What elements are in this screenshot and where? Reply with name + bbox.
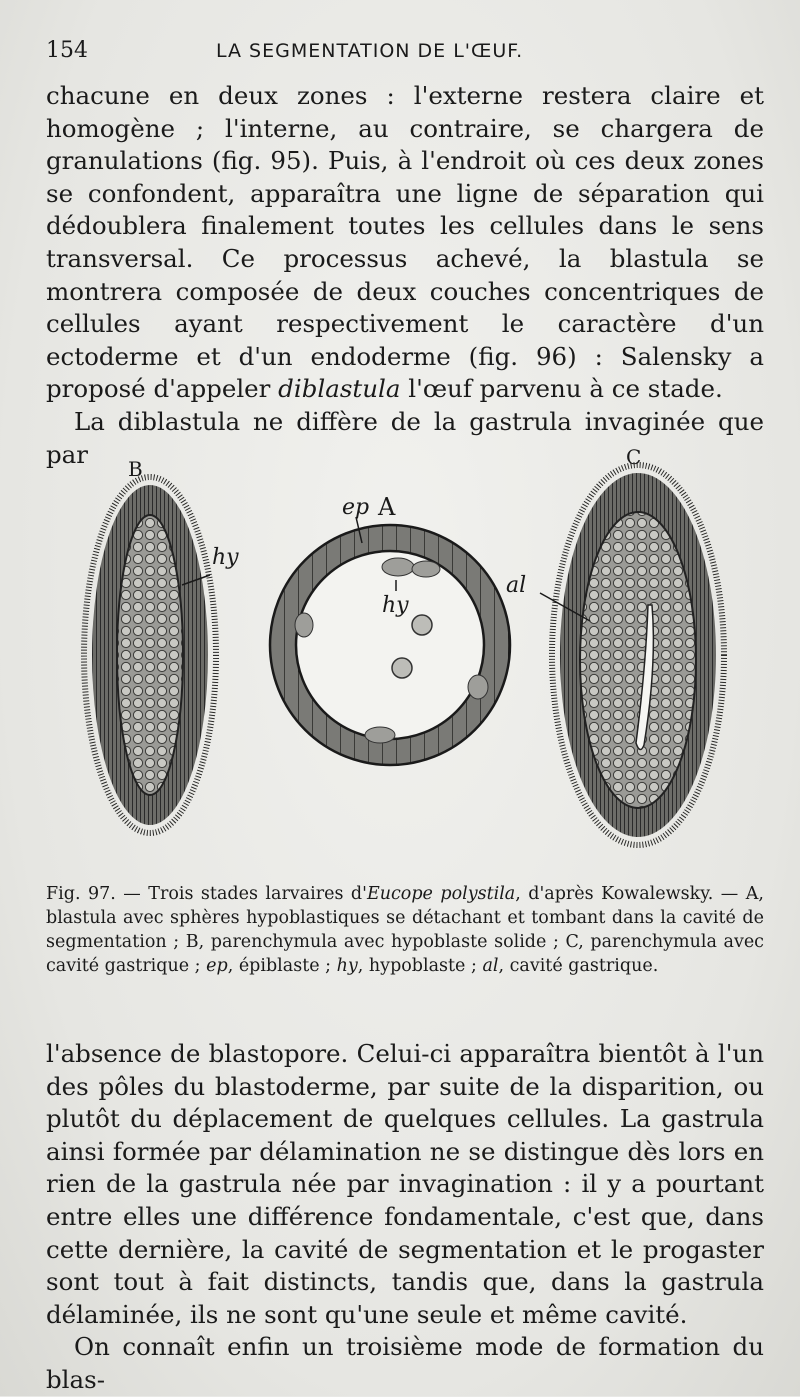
figure-97 bbox=[60, 445, 760, 875]
figure-label-a: A bbox=[378, 493, 396, 521]
caption-text: , épiblaste ; bbox=[227, 956, 337, 976]
page-number: 154 bbox=[46, 38, 88, 63]
stage-a-drawing bbox=[270, 525, 510, 765]
caption-abbrev-hy: hy bbox=[336, 956, 358, 976]
top-text-block bbox=[46, 80, 764, 471]
paragraph-text: l'œuf parvenu à ce stade. bbox=[400, 374, 723, 404]
larval-stages-illustration bbox=[60, 445, 760, 875]
figure-label-b: B bbox=[128, 457, 143, 481]
caption-species: Eucope polystila bbox=[366, 884, 516, 904]
figure-label-c: C bbox=[626, 445, 642, 469]
caption-text: , d'après Kowalewsky. — A, blastula avec sphères hypoblastiques se détachant et tombant dans la cavité de segmentation ; B, parenchymula avec hypoblaste solide ; C, parenchymula avec cavité gastrique ; bbox=[46, 884, 764, 976]
italic-term: diblastula bbox=[278, 374, 401, 404]
annotation-hy-a: hy bbox=[382, 593, 409, 618]
stage-c-drawing bbox=[552, 465, 724, 845]
paragraph: La diblastula ne diffère de la gastrula invaginée que par bbox=[46, 406, 764, 469]
caption-abbrev-ep: ep bbox=[206, 956, 228, 976]
paragraph bbox=[46, 80, 764, 406]
paragraph: On connaît enfin un troisième mode de formation du blas- bbox=[46, 1332, 764, 1394]
paragraph-text: chacune en deux zones : l'externe restera claire et homogène ; l'interne, au contraire, se chargera de granulations (fig. 95). Puis, à l'endroit où ces deux zones se confondent, apparaîtra une ligne de séparation qui dédoublera finalement toutes les cellules dans le sens transversal. Ce processus achevé, la blastula se montrera composée de deux couches concentriques de cellules ayant respectivement le caractère d'un ectoderme et d'un endoderme (fig. 96) : Salensky a proposé d'appeler bbox=[46, 81, 764, 404]
caption-abbrev-al: al bbox=[482, 956, 499, 976]
running-title: LA SEGMENTATION DE L'ŒUF. bbox=[216, 40, 524, 62]
caption-text: , cavité gastrique. bbox=[498, 956, 659, 976]
paragraph: l'absence de blastopore. Celui-ci apparaîtra bientôt à l'un des pôles du blastoderme, par suite de la disparition, ou plutôt du déplacement de quelques cellules. La gastrula ainsi formée par délamination ne se distingue dès lors en rien de la gastrula née par invagination : il y a pourtant entre elles une différence fondamentale, c'est que, dans cette dernière, la cavité de segmentation et le progaster sont tout à fait distincts, tandis que, dans la gastrula délaminée, ils ne sont qu'une seule et même cavité. bbox=[46, 1039, 764, 1329]
page-header bbox=[46, 38, 756, 68]
bottom-text-block bbox=[46, 1038, 764, 1397]
figure-caption bbox=[46, 882, 764, 978]
caption-text: , hypoblaste ; bbox=[357, 956, 483, 976]
stage-b-drawing bbox=[84, 477, 216, 833]
caption-text: Fig. 97. — Trois stades larvaires d' bbox=[46, 884, 367, 904]
annotation-hy-b: hy bbox=[212, 545, 239, 570]
annotation-ep: ep bbox=[342, 495, 370, 520]
annotation-al: al bbox=[506, 573, 527, 598]
